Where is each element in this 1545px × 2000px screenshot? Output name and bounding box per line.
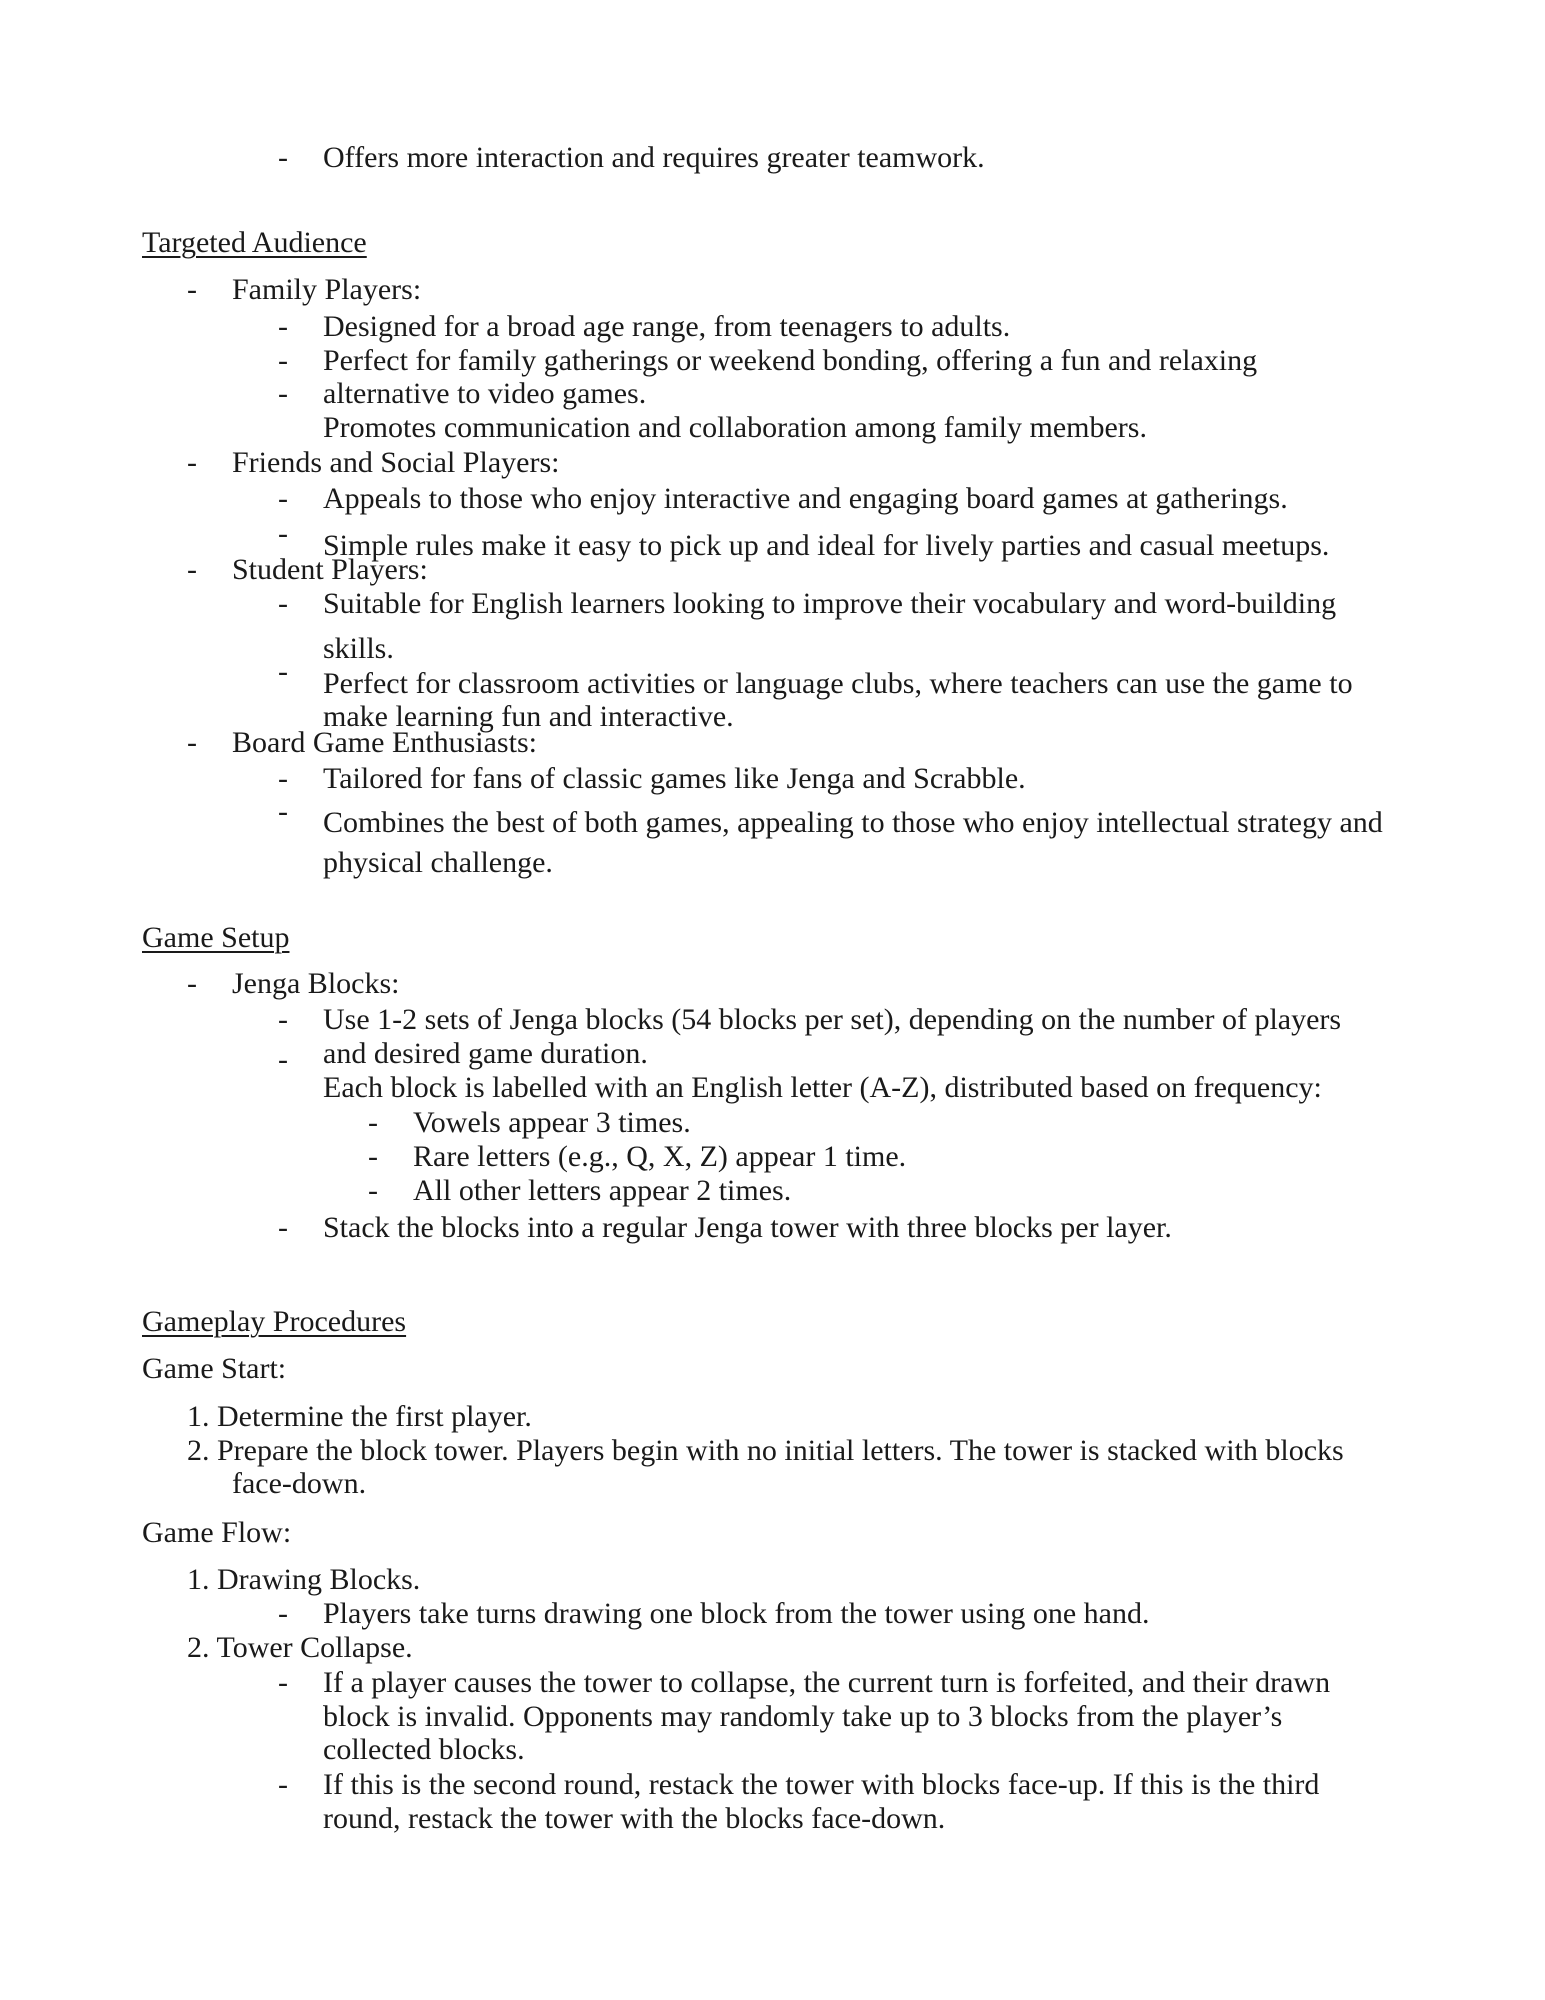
- bullet-dash: -: [278, 482, 288, 515]
- bullet-dash: -: [278, 377, 288, 410]
- game-flow-label: Game Flow:: [142, 1516, 292, 1549]
- flow-item: round, restack the tower with the blocks face-down.: [323, 1802, 946, 1835]
- family-item: Designed for a broad age range, from teenagers to adults.: [323, 310, 1011, 343]
- student-item: make learning fun and interactive.: [323, 700, 734, 733]
- setup-stack-item: Stack the blocks into a regular Jenga tower with three blocks per layer.: [323, 1211, 1172, 1244]
- friends-players-title: Friends and Social Players:: [232, 446, 560, 479]
- frequency-item: All other letters appear 2 times.: [413, 1174, 792, 1207]
- flow-step: 1. Drawing Blocks.: [187, 1563, 421, 1596]
- setup-item: and desired game duration.: [323, 1037, 648, 1070]
- bullet-dash: -: [278, 1768, 288, 1801]
- bullet-dash: -: [278, 587, 288, 620]
- bullet-dash: -: [368, 1106, 378, 1139]
- start-step: face-down.: [232, 1467, 367, 1500]
- bullet-dash: -: [187, 273, 197, 306]
- bullet-dash: -: [278, 141, 288, 174]
- frequency-item: Vowels appear 3 times.: [413, 1106, 691, 1139]
- enthusiasts-item: physical challenge.: [323, 846, 553, 879]
- heading-targeted-audience: Targeted Audience: [142, 226, 367, 259]
- start-step: 2. Prepare the block tower. Players begin with no initial letters. The tower is stacked with blocks: [187, 1434, 1344, 1467]
- flow-item: block is invalid. Opponents may randomly take up to 3 blocks from the player’s: [323, 1700, 1283, 1733]
- enthusiasts-title: Board Game Enthusiasts:: [232, 726, 537, 759]
- heading-gameplay-procedures: Gameplay Procedures: [142, 1305, 407, 1338]
- friends-item: Appeals to those who enjoy interactive and engaging board games at gatherings.: [323, 482, 1288, 515]
- flow-item: If a player causes the tower to collapse, the current turn is forfeited, and their drawn: [323, 1666, 1331, 1699]
- bullet-dash: -: [187, 446, 197, 479]
- bullet-dash: -: [278, 517, 288, 550]
- student-item: Suitable for English learners looking to improve their vocabulary and word-building: [323, 587, 1337, 620]
- enthusiasts-item: Tailored for fans of classic games like Jenga and Scrabble.: [323, 762, 1026, 795]
- bullet-dash: -: [187, 967, 197, 1000]
- flow-item: Players take turns drawing one block from the tower using one hand.: [323, 1597, 1150, 1630]
- jenga-blocks-title: Jenga Blocks:: [232, 967, 400, 1000]
- start-step: 1. Determine the first player.: [187, 1400, 532, 1433]
- intro-bullet-text: Offers more interaction and requires greater teamwork.: [323, 141, 985, 174]
- flow-item: collected blocks.: [323, 1733, 525, 1766]
- heading-game-setup: Game Setup: [142, 921, 290, 954]
- student-item: skills.: [323, 632, 394, 665]
- setup-item: Use 1-2 sets of Jenga blocks (54 blocks per set), depending on the number of players: [323, 1003, 1342, 1036]
- family-item: alternative to video games.: [323, 377, 647, 410]
- student-item: Perfect for classroom activities or language clubs, where teachers can use the game to: [323, 667, 1353, 700]
- game-start-label: Game Start:: [142, 1352, 287, 1385]
- bullet-dash: -: [278, 762, 288, 795]
- bullet-dash: -: [278, 1597, 288, 1630]
- flow-item: If this is the second round, restack the tower with blocks face-up. If this is the third: [323, 1768, 1320, 1801]
- flow-step: 2. Tower Collapse.: [187, 1631, 413, 1664]
- enthusiasts-item: Combines the best of both games, appealing to those who enjoy intellectual strategy and: [323, 806, 1383, 839]
- bullet-dash: -: [368, 1174, 378, 1207]
- bullet-dash: -: [187, 553, 197, 586]
- family-item: Perfect for family gatherings or weekend bonding, offering a fun and relaxing: [323, 344, 1258, 377]
- bullet-dash: -: [278, 1666, 288, 1699]
- bullet-dash: -: [187, 726, 197, 759]
- friends-item: Simple rules make it easy to pick up and ideal for lively parties and casual meetups.: [323, 529, 1330, 562]
- student-players-title: Student Players:: [232, 553, 428, 586]
- bullet-dash: -: [278, 1043, 288, 1076]
- bullet-dash: -: [278, 344, 288, 377]
- setup-item: Each block is labelled with an English letter (A-Z), distributed based on frequency:: [323, 1071, 1322, 1104]
- family-item: Promotes communication and collaboration among family members.: [323, 411, 1147, 444]
- bullet-dash: -: [278, 310, 288, 343]
- bullet-dash: -: [278, 1211, 288, 1244]
- bullet-dash: -: [278, 655, 288, 688]
- family-players-title: Family Players:: [232, 273, 422, 306]
- bullet-dash: -: [278, 795, 288, 828]
- frequency-item: Rare letters (e.g., Q, X, Z) appear 1 time.: [413, 1140, 907, 1173]
- bullet-dash: -: [278, 1003, 288, 1036]
- bullet-dash: -: [368, 1140, 378, 1173]
